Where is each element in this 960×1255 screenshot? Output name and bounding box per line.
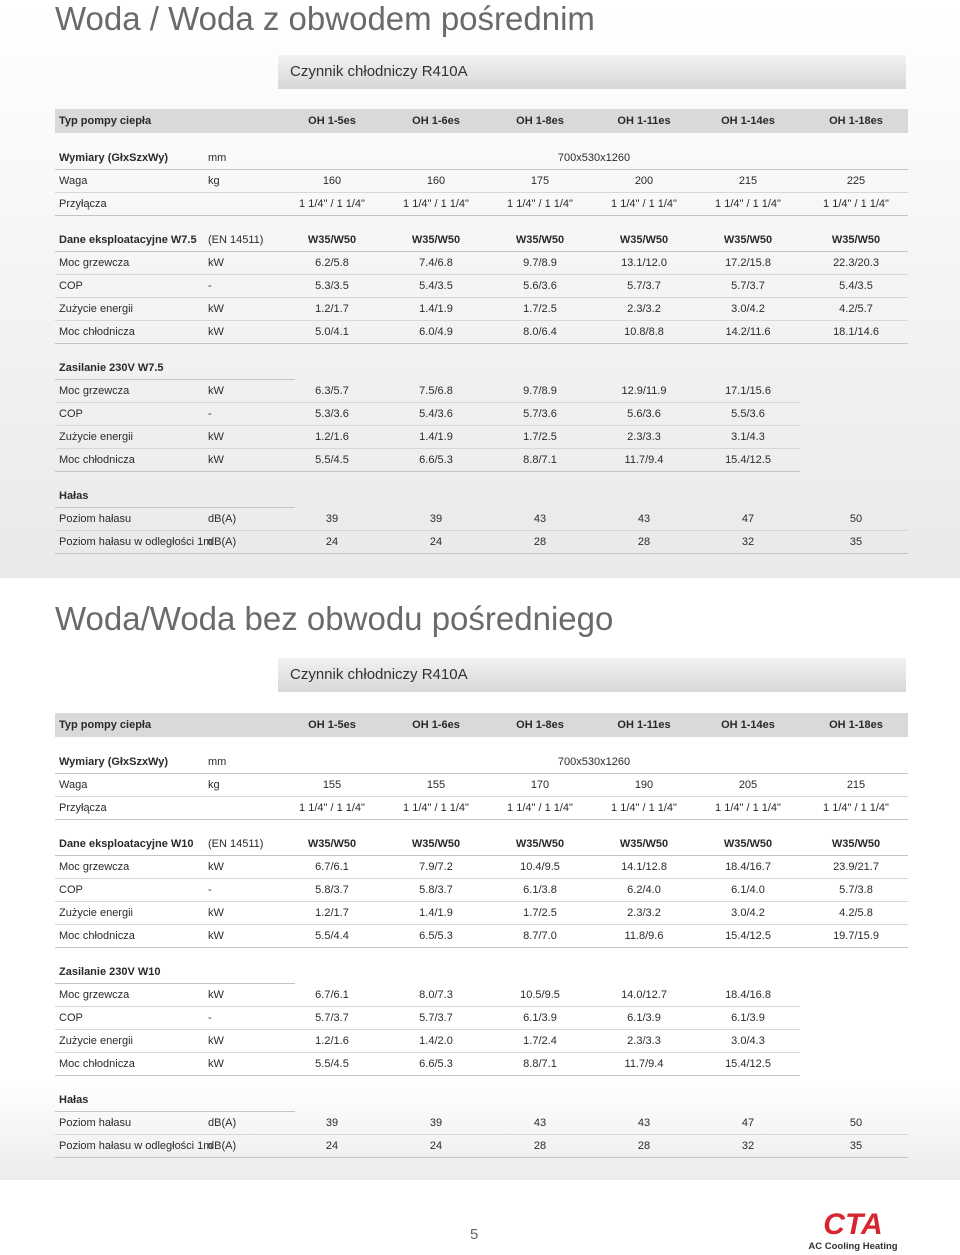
row-value: 1.7/2.5 [523,907,557,919]
section-label: Zasilanie 230V W10 [59,966,161,978]
row-value: 8.0/7.3 [419,989,453,1001]
row-value: 11.8/9.6 [624,930,664,942]
section-row [55,833,908,856]
row-value: 8.8/7.1 [523,454,557,466]
table-row [55,797,908,820]
table-row [55,147,908,170]
table-row [55,925,908,948]
table-row [55,449,800,472]
row-unit: - [208,1012,212,1024]
row-value: 1.4/1.9 [419,431,453,443]
logo-wordmark: CTA [823,1208,883,1241]
table-header-row [55,109,908,133]
row-label: Dane eksploatacyjne W7.5 [59,234,197,246]
row-value: 18.4/16.8 [725,989,771,1001]
row-unit: kg [208,779,220,791]
row-value: 700x530x1260 [557,152,631,164]
row-unit: kW [208,454,224,466]
row-label: COP [59,280,83,292]
row-value: W35/W50 [515,838,565,850]
row-value: 8.0/6.4 [523,326,557,338]
row-label: Moc grzewcza [59,861,130,873]
row-label: Przyłącza [59,802,107,814]
model-name: OH 1-8es [516,115,564,127]
row-value: 1.7/2.5 [523,431,557,443]
row-value: 215 [846,779,866,791]
row-value: 5.7/3.7 [731,280,765,292]
row-value: 6.7/6.1 [315,989,349,1001]
row-value: 175 [530,175,550,187]
row-value: 7.9/7.2 [419,861,453,873]
row-label: Zużycie energii [59,1035,133,1047]
row-value: 6.1/3.8 [523,884,557,896]
row-value: 6.5/5.3 [419,930,453,942]
table-row [55,426,800,449]
row-value: 5.3/3.5 [315,280,349,292]
model-name: OH 1-6es [412,719,460,731]
model-name: OH 1-5es [308,115,356,127]
row-value: 28 [533,1140,547,1152]
row-value: 15.4/12.5 [725,1058,771,1070]
row-value: 6.1/3.9 [731,1012,765,1024]
row-value: 10.8/8.8 [624,326,664,338]
row-value: 1.2/1.7 [315,303,349,315]
table-row [55,193,908,216]
row-unit: kg [208,175,220,187]
row-unit: kW [208,1058,224,1070]
section-row [55,229,908,252]
row-unit: kW [208,385,224,397]
row-unit: - [208,884,212,896]
row-value: 14.2/11.6 [725,326,771,338]
row-value: 155 [426,779,446,791]
row-value: 155 [322,779,342,791]
row-value: 1.4/1.9 [419,303,453,315]
row-value: 3.1/4.3 [731,431,765,443]
section-label: Hałas [59,1094,89,1106]
row-value: W35/W50 [831,838,881,850]
row-value: 1 1/4" / 1 1/4" [403,198,469,210]
table-row [55,1030,800,1053]
section-row [55,357,295,380]
row-unit: kW [208,861,224,873]
row-value: 5.5/4.4 [315,930,349,942]
row-value: 14.1/12.8 [621,861,667,873]
refrigerant-bar-2: Czynnik chłodniczy R410A [278,658,906,692]
row-value: 9.7/8.9 [523,257,557,269]
row-value: 5.7/3.8 [839,884,873,896]
row-value: W35/W50 [515,234,565,246]
row-value: 1.2/1.6 [315,431,349,443]
row-value: W35/W50 [723,234,773,246]
table-row [55,774,908,797]
row-value: 6.2/5.8 [315,257,349,269]
row-value: 215 [738,175,758,187]
row-value: 8.7/7.0 [523,930,557,942]
row-value: 7.5/6.8 [419,385,453,397]
header-label: Typ pompy ciepła [59,115,152,127]
row-value: 28 [637,1140,651,1152]
table-row [55,751,908,774]
row-value: 5.6/3.6 [523,280,557,292]
row-value: 15.4/12.5 [725,454,771,466]
row-value: 43 [533,1117,547,1129]
row-label: Dane eksploatacyjne W10 [59,838,194,850]
row-value: 1 1/4" / 1 1/4" [823,198,889,210]
row-value: W35/W50 [831,234,881,246]
row-value: 2.3/3.3 [627,1035,661,1047]
row-value: 39 [429,513,443,525]
row-value: 1.7/2.5 [523,303,557,315]
table-row [55,984,800,1007]
model-name: OH 1-11es [617,115,671,127]
row-value: 6.6/5.3 [419,454,453,466]
row-value: 1.7/2.4 [523,1035,557,1047]
row-value: 1.4/2.0 [419,1035,453,1047]
row-value: 1.2/1.7 [315,907,349,919]
row-label: Zużycie energii [59,907,133,919]
row-value: 5.4/3.5 [419,280,453,292]
row-value: 1 1/4" / 1 1/4" [715,802,781,814]
row-value: 8.8/7.1 [523,1058,557,1070]
section-row [55,1089,295,1112]
row-value: W35/W50 [723,838,773,850]
row-value: 200 [634,175,654,187]
model-name: OH 1-5es [308,719,356,731]
row-unit: dB(A) [208,536,237,548]
row-label: Zużycie energii [59,303,133,315]
row-unit: kW [208,989,224,1001]
row-value: 1 1/4" / 1 1/4" [823,802,889,814]
row-unit: kW [208,930,224,942]
row-value: 6.0/4.9 [419,326,453,338]
row-value: 700x530x1260 [557,756,631,768]
row-label: Poziom hałasu [59,1117,132,1129]
row-value: 1.4/1.9 [419,907,453,919]
row-value: 160 [322,175,342,187]
row-value: 160 [426,175,446,187]
row-unit: kW [208,303,224,315]
row-unit: kW [208,907,224,919]
row-unit: dB(A) [208,513,237,525]
row-value: 11.7/9.4 [624,1058,664,1070]
row-value: 1 1/4" / 1 1/4" [507,198,573,210]
refrigerant-bar-1: Czynnik chłodniczy R410A [278,55,906,89]
row-unit: kW [208,431,224,443]
row-value: 6.1/4.0 [731,884,765,896]
row-label: Przyłącza [59,198,107,210]
row-value: 43 [533,513,547,525]
row-value: 5.3/3.6 [315,408,349,420]
table-row [55,298,908,321]
row-label: Wymiary (GłxSzxWy) [59,152,169,164]
row-value: 24 [325,536,339,548]
row-value: 6.1/3.9 [627,1012,661,1024]
table-row [55,1112,908,1135]
row-unit: mm [208,756,227,768]
model-name: OH 1-11es [617,719,671,731]
row-value: W35/W50 [307,234,357,246]
row-label: Moc chłodnicza [59,1058,135,1070]
model-name: OH 1-8es [516,719,564,731]
row-value: 5.5/3.6 [731,408,765,420]
row-value: 15.4/12.5 [725,930,771,942]
table-row [55,508,908,531]
row-label: Poziom hałasu [59,513,132,525]
row-unit: (EN 14511) [208,838,264,850]
logo-tagline: AC Cooling Heating [808,1241,898,1252]
row-value: 39 [429,1117,443,1129]
table-row [55,1135,908,1158]
model-name: OH 1-14es [721,719,775,731]
row-value: 39 [325,513,339,525]
page-number: 5 [470,1226,479,1243]
row-label: Moc grzewcza [59,257,130,269]
row-value: 3.0/4.3 [731,1035,765,1047]
table-row [55,856,908,879]
row-value: W35/W50 [307,838,357,850]
table-row [55,902,908,925]
row-value: 28 [637,536,651,548]
row-value: 14.0/12.7 [621,989,667,1001]
row-value: 1 1/4" / 1 1/4" [299,802,365,814]
row-value: 1 1/4" / 1 1/4" [611,802,677,814]
row-value: 5.6/3.6 [627,408,661,420]
row-value: 17.2/15.8 [725,257,771,269]
section-label: Hałas [59,490,89,502]
row-value: 205 [738,779,758,791]
row-label: Wymiary (GłxSzxWy) [59,756,169,768]
section-row [55,961,295,984]
table-row [55,403,800,426]
model-name: OH 1-14es [721,115,775,127]
row-value: 2.3/3.2 [627,907,661,919]
section-title-2: Woda/Woda bez obwodu pośredniego [55,600,614,637]
row-value: W35/W50 [619,234,669,246]
row-label: COP [59,408,83,420]
table-row [55,275,908,298]
row-value: 47 [741,1117,755,1129]
company-logo [795,1204,910,1252]
row-value: 3.0/4.2 [731,907,765,919]
model-name: OH 1-18es [829,719,883,731]
row-unit: kW [208,326,224,338]
row-value: 13.1/12.0 [621,257,667,269]
row-label: Poziom hałasu w odległości 1m [59,536,213,548]
row-label: COP [59,884,83,896]
model-name: OH 1-6es [412,115,460,127]
row-value: 5.7/3.7 [627,280,661,292]
row-value: 1 1/4" / 1 1/4" [403,802,469,814]
table-row [55,879,908,902]
header-label: Typ pompy ciepła [59,719,152,731]
row-value: 225 [846,175,866,187]
row-value: 39 [325,1117,339,1129]
row-value: 5.7/3.6 [523,408,557,420]
row-value: 28 [533,536,547,548]
section-title-1: Woda / Woda z obwodem pośrednim [55,0,595,37]
table-row [55,321,908,344]
row-value: 50 [849,513,863,525]
row-label: Moc chłodnicza [59,326,135,338]
row-value: 3.0/4.2 [731,303,765,315]
row-value: 5.8/3.7 [419,884,453,896]
table-row [55,1053,800,1076]
row-value: 1 1/4" / 1 1/4" [299,198,365,210]
row-unit: dB(A) [208,1117,237,1129]
row-value: 18.1/14.6 [833,326,879,338]
row-value: 22.3/20.3 [833,257,879,269]
row-label: Waga [59,779,88,791]
row-unit: mm [208,152,227,164]
row-value: 1 1/4" / 1 1/4" [611,198,677,210]
row-value: 19.7/15.9 [833,930,879,942]
row-label: Poziom hałasu w odległości 1m [59,1140,213,1152]
row-value: 10.5/9.5 [520,989,560,1001]
row-value: 18.4/16.7 [725,861,771,873]
table-header-row [55,713,908,737]
model-name: OH 1-18es [829,115,883,127]
row-value: 17.1/15.6 [725,385,771,397]
row-value: 5.5/4.5 [315,454,349,466]
row-value: 4.2/5.8 [839,907,873,919]
row-value: 10.4/9.5 [520,861,560,873]
row-value: 2.3/3.3 [627,431,661,443]
row-value: 6.6/5.3 [419,1058,453,1070]
row-value: 35 [849,536,863,548]
row-value: 6.1/3.9 [523,1012,557,1024]
row-label: Moc grzewcza [59,989,130,1001]
row-unit: - [208,408,212,420]
row-label: COP [59,1012,83,1024]
row-value: 35 [849,1140,863,1152]
row-value: 43 [637,513,651,525]
row-value: W35/W50 [411,838,461,850]
row-value: 32 [741,1140,755,1152]
row-value: 1 1/4" / 1 1/4" [507,802,573,814]
row-value: 6.2/4.0 [627,884,661,896]
row-value: W35/W50 [411,234,461,246]
section-row [55,485,295,508]
row-label: Moc grzewcza [59,385,130,397]
row-value: 23.9/21.7 [833,861,879,873]
row-value: 12.9/11.9 [621,385,667,397]
row-value: 43 [637,1117,651,1129]
table-row [55,1007,800,1030]
row-value: 2.3/3.2 [627,303,661,315]
row-value: 5.8/3.7 [315,884,349,896]
row-value: 6.3/5.7 [315,385,349,397]
row-value: 4.2/5.7 [839,303,873,315]
row-value: W35/W50 [619,838,669,850]
row-value: 5.7/3.7 [419,1012,453,1024]
row-value: 5.0/4.1 [315,326,349,338]
row-value: 190 [634,779,654,791]
row-label: Moc chłodnicza [59,930,135,942]
table-row [55,252,908,275]
row-value: 47 [741,513,755,525]
row-unit: kW [208,1035,224,1047]
row-label: Moc chłodnicza [59,454,135,466]
row-value: 1.2/1.6 [315,1035,349,1047]
row-value: 170 [530,779,550,791]
row-value: 6.7/6.1 [315,861,349,873]
row-value: 32 [741,536,755,548]
row-value: 24 [429,536,443,548]
row-unit: - [208,280,212,292]
table-row [55,531,908,554]
row-unit: dB(A) [208,1140,237,1152]
row-value: 7.4/6.8 [419,257,453,269]
row-value: 5.4/3.6 [419,408,453,420]
row-value: 5.7/3.7 [315,1012,349,1024]
row-value: 50 [849,1117,863,1129]
table-row [55,170,908,193]
row-value: 11.7/9.4 [624,454,664,466]
row-value: 5.4/3.5 [839,280,873,292]
table-row [55,380,800,403]
row-label: Zużycie energii [59,431,133,443]
row-unit: kW [208,257,224,269]
row-value: 5.5/4.5 [315,1058,349,1070]
row-value: 9.7/8.9 [523,385,557,397]
row-value: 1 1/4" / 1 1/4" [715,198,781,210]
row-value: 24 [429,1140,443,1152]
row-value: 24 [325,1140,339,1152]
row-label: Waga [59,175,88,187]
row-unit: (EN 14511) [208,234,264,246]
section-label: Zasilanie 230V W7.5 [59,362,164,374]
